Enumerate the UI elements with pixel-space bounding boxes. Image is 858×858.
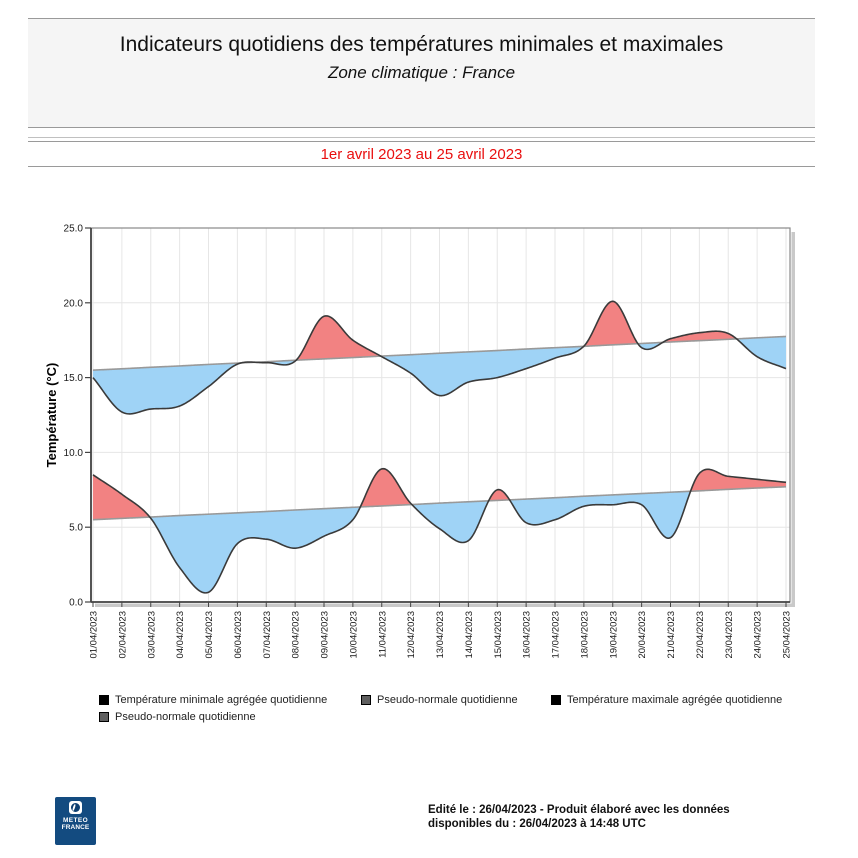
pseudo-normale-swatch-icon <box>99 712 109 722</box>
below-normal-fill <box>737 336 786 368</box>
x-tick-label: 06/04/2023 <box>232 611 244 659</box>
pseudo-normale-swatch-icon <box>361 695 371 705</box>
tmax-swatch-icon <box>551 695 561 705</box>
y-tick-label: 5.0 <box>69 522 83 534</box>
x-tick-label: 10/04/2023 <box>348 611 360 659</box>
tmin-swatch-icon <box>99 695 109 705</box>
x-tick-label: 11/04/2023 <box>377 611 389 658</box>
legend-item-pseudo-normale-max <box>99 710 256 724</box>
above-normal-fill <box>584 301 638 346</box>
page-title: Indicateurs quotidiens des températures minimales et maximales <box>119 33 724 56</box>
plot-shadow <box>95 604 795 608</box>
edition-note <box>428 803 730 831</box>
period-band <box>28 141 815 167</box>
x-tick-label: 08/04/2023 <box>290 611 302 659</box>
period-label: 1er avril 2023 au 25 avril 2023 <box>320 145 523 163</box>
x-tick-label: 24/04/2023 <box>752 611 764 659</box>
below-normal-fill <box>150 507 360 593</box>
legend-label: Pseudo-normale quotidienne <box>115 711 256 723</box>
legend-item-pseudo-normale-min <box>361 693 518 707</box>
legend-item-tmax <box>551 693 782 707</box>
y-tick-label: 15.0 <box>63 373 83 385</box>
plot-shadow <box>792 232 796 607</box>
edition-note-line2: disponibles du : 26/04/2023 à 14:48 UTC <box>428 818 646 830</box>
x-tick-label: 25/04/2023 <box>781 611 793 659</box>
x-tick-label: 12/04/2023 <box>406 611 418 659</box>
x-tick-label: 16/04/2023 <box>521 611 533 659</box>
x-tick-label: 18/04/2023 <box>579 611 591 659</box>
meteo-france-sphere-icon <box>69 801 82 814</box>
x-tick-label: 15/04/2023 <box>492 611 504 659</box>
x-tick-label: 20/04/2023 <box>637 611 649 659</box>
x-tick-label: 01/04/2023 <box>88 611 100 659</box>
legend-label: Température minimale agrégée quotidienne <box>115 694 328 706</box>
sphere-icon <box>71 803 80 812</box>
y-tick-label: 20.0 <box>63 298 83 310</box>
below-normal-fill <box>381 346 584 395</box>
divider-line <box>28 137 815 138</box>
x-tick-label: 19/04/2023 <box>608 611 620 659</box>
page-subtitle: Zone climatique : France <box>327 63 516 82</box>
legend-label: Pseudo-normale quotidienne <box>377 694 518 706</box>
x-tick-label: 05/04/2023 <box>204 611 215 659</box>
legend-label: Température maximale agrégée quotidienne <box>567 694 783 706</box>
temperature-chart <box>0 210 858 690</box>
x-tick-label: 04/04/2023 <box>175 611 187 659</box>
x-tick-label: 14/04/2023 <box>463 611 475 659</box>
x-tick-label: 02/04/2023 <box>117 611 129 659</box>
edition-note-line1: Edité le : 26/04/2023 - Produit élaboré avec les données <box>428 804 730 816</box>
meteo-france-logo <box>55 797 96 845</box>
x-tick-label: 21/04/2023 <box>666 611 677 659</box>
y-tick-label: 25.0 <box>63 223 83 235</box>
legend-item-tmin <box>99 693 327 707</box>
y-tick-label: 0.0 <box>69 597 83 609</box>
logo-text-meteo: METEO <box>62 817 89 824</box>
x-tick-label: 09/04/2023 <box>319 611 331 659</box>
x-tick-label: 13/04/2023 <box>435 611 446 659</box>
x-tick-label: 17/04/2023 <box>550 611 562 659</box>
x-tick-label: 22/04/2023 <box>694 611 706 659</box>
y-tick-label: 10.0 <box>63 447 83 459</box>
logo-text-france: FRANCE <box>61 824 90 831</box>
report-header <box>28 18 815 128</box>
y-axis-title: Température (°C) <box>44 362 59 468</box>
x-tick-label: 03/04/2023 <box>146 611 158 659</box>
x-tick-label: 23/04/2023 <box>723 611 735 659</box>
x-tick-label: 07/04/2023 <box>261 611 273 659</box>
